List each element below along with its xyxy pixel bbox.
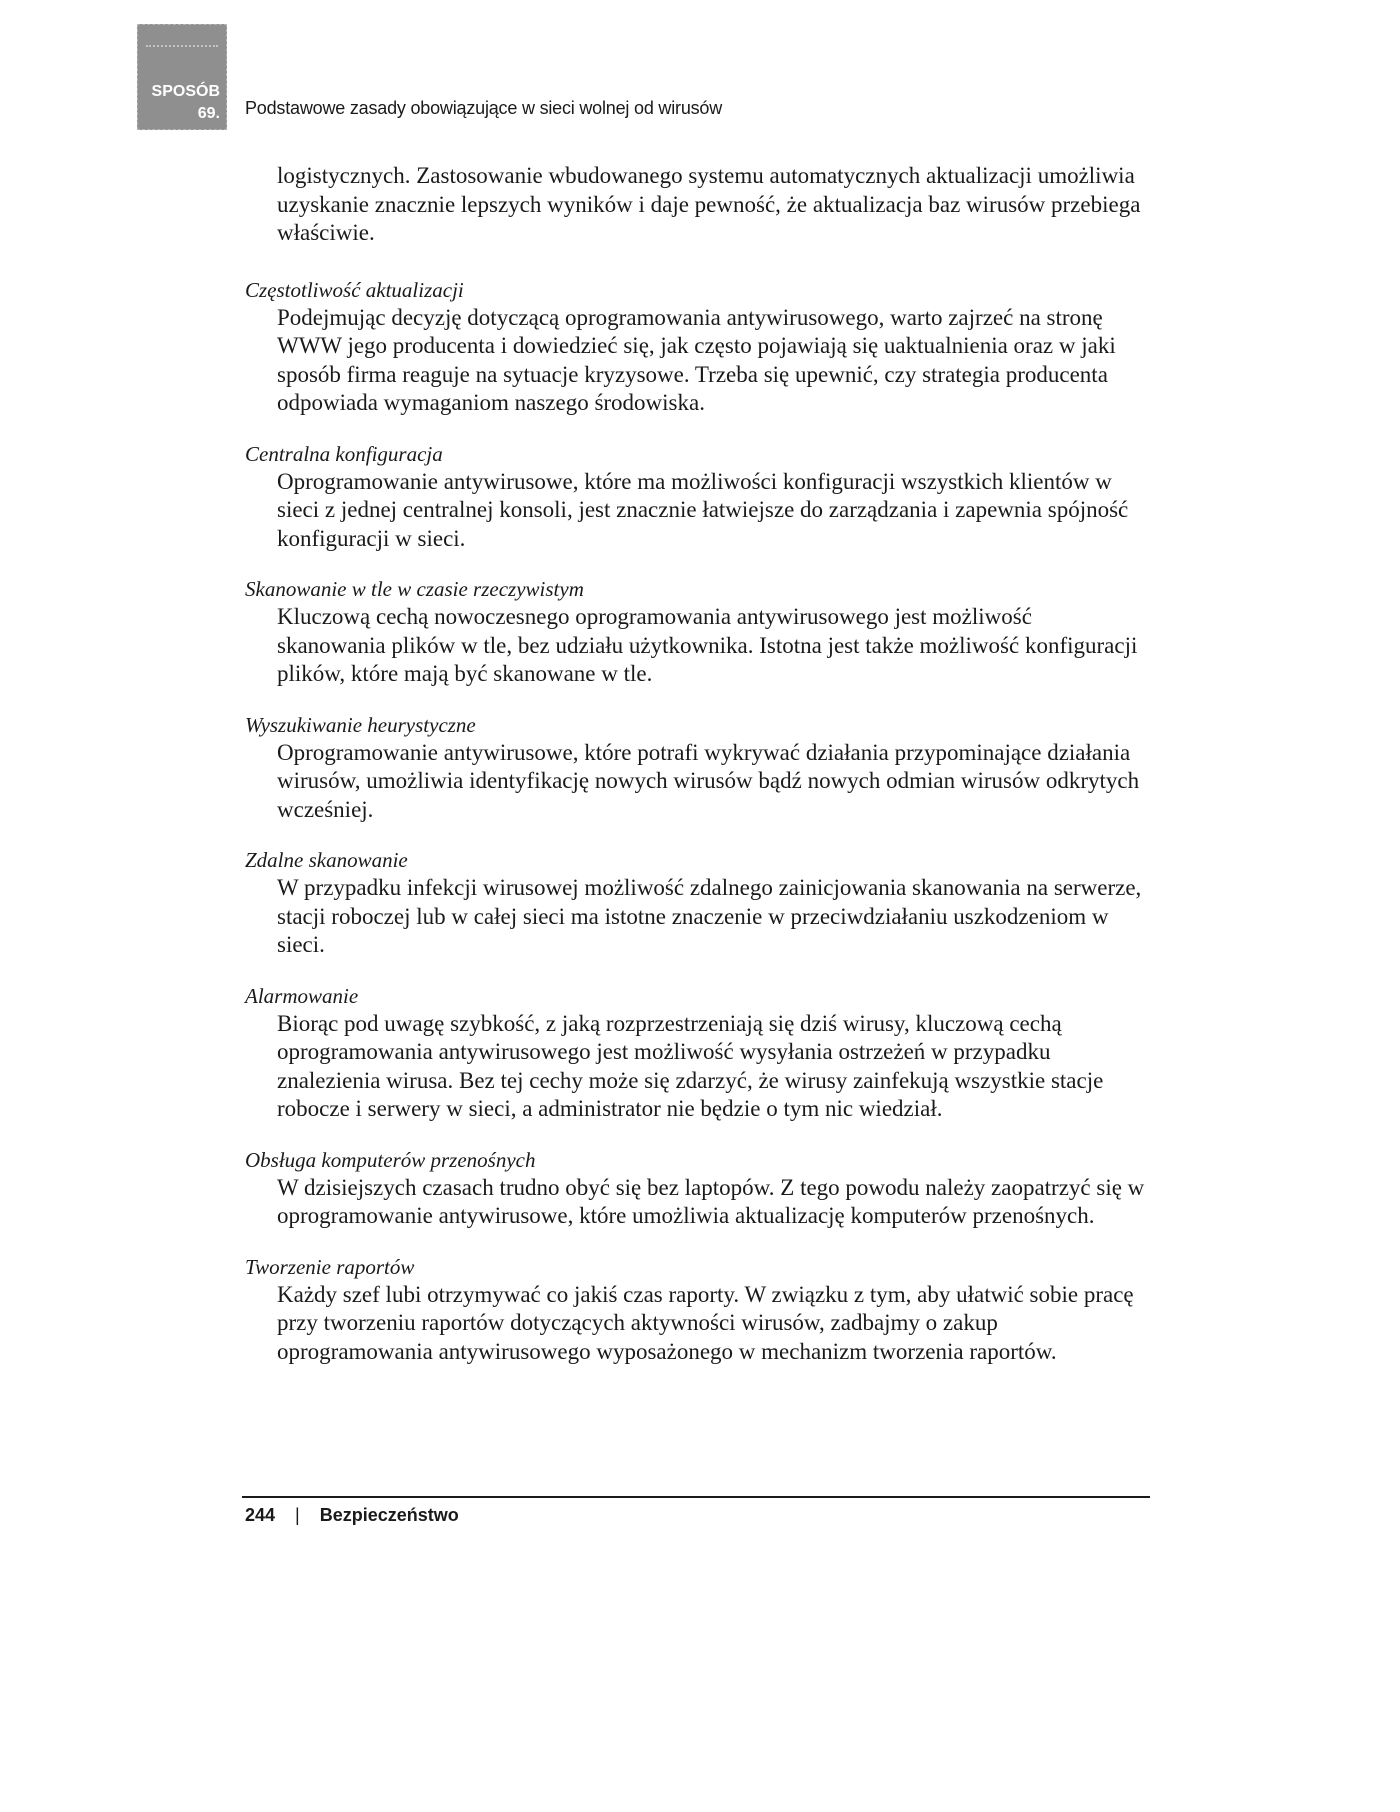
term-title: Alarmowanie <box>245 983 359 1008</box>
footer-separator: | <box>295 1505 300 1525</box>
chapter-name: Bezpieczeństwo <box>319 1505 459 1525</box>
term-entry <box>245 1253 1145 1367</box>
term-description: Każdy szef lubi otrzymywać co jakiś czas raporty. W związku z tym, aby ułatwić sobie pracę przy tworzeniu raportów dotyczących aktywności wirusów, zadbajmy o zakup oprogramowania antywirusowego wyposażonego w mechanizm tworzenia raportów. <box>277 1281 1134 1364</box>
term-description: Oprogramowanie antywirusowe, które ma możliwości konfiguracji wszystkich klientów w sieci z jednej centralnej konsoli, jest znacznie łatwiejsze do zarządzania i zapewnia spójność konfiguracji w sieci. <box>277 468 1129 551</box>
term-description: Kluczową cechą nowoczesnego oprogramowania antywirusowego jest możliwość skanowania plików w tle, bez udziału użytkownika. Istotna jest także możliwość konfiguracji plików, które mają być skanowane w tle. <box>277 604 1138 686</box>
hack-label-word: SPOSÓB <box>151 83 220 100</box>
term-title: Zdalne skanowanie <box>245 848 408 872</box>
term-title: Obsługa komputerów przenośnych <box>245 1147 536 1172</box>
hack-box-dots <box>146 45 218 48</box>
page-footer <box>245 1505 459 1526</box>
term-entry <box>245 575 1145 689</box>
running-head-title: Podstawowe zasady obowiązujące w sieci wolnej od wirusów <box>245 98 723 118</box>
term-entry <box>245 846 1145 960</box>
term-description: Oprogramowanie antywirusowe, które potrafi wykrywać działania przypominające działania wirusów, umożliwia identyfikację nowych wirusów bądź nowych odmian wirusów odkrytych wcześniej. <box>277 739 1140 822</box>
term-description: W przypadku infekcji wirusowej możliwość zdalnego zainicjowania skanowania na serwerze, stacji roboczej lub w całej sieci ma istotne znaczenie w przeciwdziałaniu uszkodzeniom w sieci. <box>277 875 1142 957</box>
term-entry <box>245 440 1145 554</box>
term-description: Biorąc pod uwagę szybkość, z jaką rozprzestrzeniają się dziś wirusy, kluczową cechą oprogramowania antywirusowego jest możliwość wysyłania ostrzeżeń w przypadku znalezienia wirusa. Bez tej cechy może się zdarzyć, że wirusy zainfekują wszystkie stacje robocze i serwery w sieci, a administrator nie będzie o tym nic wiedział. <box>277 1010 1104 1121</box>
term-title: Skanowanie w tle w czasie rzeczywistym <box>245 577 584 601</box>
page-number: 244 <box>245 1505 276 1525</box>
term-title: Wyszukiwanie heurystyczne <box>245 712 476 737</box>
term-title: Częstotliwość aktualizacji <box>245 277 464 302</box>
term-title: Centralna konfiguracja <box>245 441 443 466</box>
term-description: W dzisiejszych czasach trudno obyć się bez laptopów. Z tego powodu należy zaopatrzyć się w oprogramowanie antywirusowe, które umożliwia aktualizację komputerów przenośnych. <box>277 1174 1145 1228</box>
intro-paragraph: logistycznych. Zastosowanie wbudowanego systemu automatycznych aktualizacji umożliwia uzyskanie znacznie lepszych wyników i daje pewność, że aktualizacja baz wirusów przebiega właściwie. <box>277 163 1141 245</box>
hack-label-number: 69. <box>197 105 220 122</box>
term-title: Tworzenie raportów <box>245 1254 415 1279</box>
hack-label <box>152 81 220 125</box>
term-description: Podejmując decyzję dotyczącą oprogramowania antywirusowego, warto zajrzeć na stronę WWW jego producenta i dowiedzieć się, jak często pojawiają się uaktualnienia oraz w jaki sposób firma reaguje na sytuacje kryzysowe. Trzeba się upewnić, czy strategia producenta odpowiada wymaganiom naszego środowiska. <box>277 304 1116 415</box>
page-content <box>245 162 1145 1388</box>
term-entry <box>245 982 1145 1124</box>
hack-number-box <box>137 24 227 130</box>
term-entry <box>245 711 1145 825</box>
term-entry <box>245 1146 1145 1231</box>
footer-rule <box>242 1496 1150 1498</box>
term-entry <box>245 276 1145 418</box>
